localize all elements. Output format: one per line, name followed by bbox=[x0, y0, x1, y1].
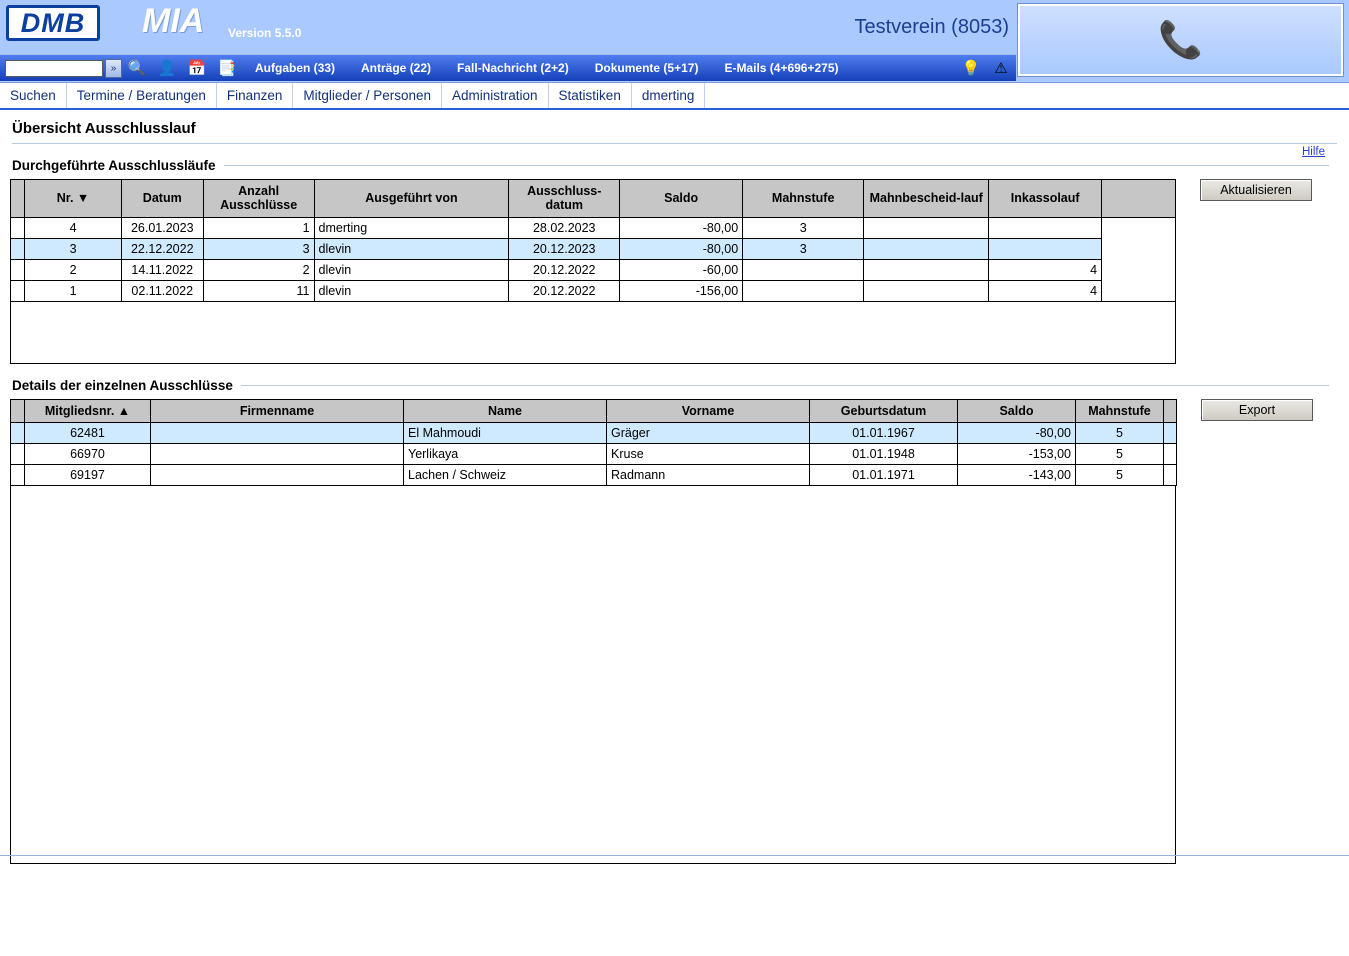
cell-inkassolauf: 4 bbox=[989, 280, 1102, 301]
cell-von: dlevin bbox=[314, 238, 509, 259]
cell-von: dlevin bbox=[314, 259, 509, 280]
row-marker[interactable] bbox=[11, 444, 25, 465]
client-name: Testverein (8053) bbox=[854, 16, 1009, 38]
cell-mitgliedsnr: 69197 bbox=[25, 465, 151, 486]
cell-vorname: Radmann bbox=[607, 465, 810, 486]
page-content bbox=[0, 120, 1349, 864]
cell-mahnbescheidlauf bbox=[864, 259, 989, 280]
cell-vorname: Kruse bbox=[607, 444, 810, 465]
col-anzahl-ausschluesse[interactable]: Anzahl Ausschlüsse bbox=[203, 180, 314, 218]
col-datum[interactable]: Datum bbox=[121, 180, 203, 218]
cell-geburtsdatum: 01.01.1948 bbox=[810, 444, 958, 465]
cell-mahnstufe: 5 bbox=[1076, 423, 1164, 444]
menu-item-administration[interactable]: Administration bbox=[442, 83, 549, 108]
cell-saldo: -156,00 bbox=[620, 280, 743, 301]
table-row[interactable] bbox=[11, 238, 1176, 259]
menu-item-statistiken[interactable]: Statistiken bbox=[549, 83, 632, 108]
cell-nr: 2 bbox=[25, 259, 121, 280]
cell-mahnstufe: 3 bbox=[743, 238, 864, 259]
export-button[interactable]: Export bbox=[1201, 399, 1313, 421]
section1-empty-area bbox=[10, 302, 1176, 364]
table-row[interactable] bbox=[11, 259, 1176, 280]
cell-mahnbescheidlauf bbox=[864, 280, 989, 301]
cell-mahnstufe: 5 bbox=[1076, 444, 1164, 465]
cell-firmenname bbox=[151, 423, 404, 444]
cell-inkassolauf: 4 bbox=[989, 259, 1102, 280]
cell-vorname: Gräger bbox=[607, 423, 810, 444]
ausschlusslaeufe-table bbox=[10, 179, 1176, 302]
ausschlusslaeufe-body bbox=[11, 217, 1176, 301]
cell-anzahl: 11 bbox=[203, 280, 314, 301]
col-mahnstufe[interactable]: Mahnstufe bbox=[743, 180, 864, 218]
menu-item-termine-beratungen[interactable]: Termine / Beratungen bbox=[67, 83, 217, 108]
ausschluss-details-body bbox=[11, 423, 1177, 486]
menu-item-suchen[interactable]: Suchen bbox=[0, 83, 67, 108]
col-saldo[interactable]: Saldo bbox=[958, 399, 1076, 422]
cell-geburtsdatum: 01.01.1967 bbox=[810, 423, 958, 444]
col-ausschlussdatum[interactable]: Ausschluss-datum bbox=[509, 180, 620, 218]
cell-saldo: -80,00 bbox=[958, 423, 1076, 444]
col-mitgliedsnr[interactable]: Mitgliedsnr. ▲ bbox=[25, 399, 151, 422]
cell-datum: 14.11.2022 bbox=[121, 259, 203, 280]
app-version: Version 5.5.0 bbox=[228, 26, 302, 40]
col-saldo[interactable]: Saldo bbox=[620, 180, 743, 218]
cell-saldo: -60,00 bbox=[620, 259, 743, 280]
toolbar-link-fall-nachricht[interactable]: Fall-Nachricht (2+2) bbox=[457, 61, 569, 75]
cell-firmenname bbox=[151, 465, 404, 486]
toolbar-link-aufgaben[interactable]: Aufgaben (33) bbox=[255, 61, 336, 75]
section2-title: Details der einzelnen Ausschlüsse bbox=[12, 377, 233, 393]
cell-ausschlussdatum: 20.12.2023 bbox=[509, 238, 620, 259]
col-firmenname[interactable]: Firmenname bbox=[151, 399, 404, 422]
cell-name: Yerlikaya bbox=[404, 444, 607, 465]
table-row[interactable] bbox=[11, 444, 1177, 465]
cell-anzahl: 3 bbox=[203, 238, 314, 259]
cell-spacer bbox=[1164, 423, 1177, 444]
quick-toolbar bbox=[0, 54, 1016, 81]
search-input[interactable] bbox=[5, 60, 103, 77]
table-row[interactable] bbox=[11, 217, 1176, 238]
toolbar-link-dokumente[interactable]: Dokumente (5+17) bbox=[594, 61, 699, 75]
cell-mahnbescheidlauf bbox=[864, 238, 989, 259]
cell-spacer bbox=[1102, 217, 1176, 238]
section2-table-area bbox=[10, 399, 1339, 864]
section1-title: Durchgeführte Ausschlussläufe bbox=[12, 158, 216, 173]
cell-saldo: -153,00 bbox=[958, 444, 1076, 465]
cell-name: Lachen / Schweiz bbox=[404, 465, 607, 486]
page-title: Übersicht Ausschlusslauf bbox=[12, 120, 196, 137]
section1-divider bbox=[224, 165, 1329, 166]
app-header bbox=[0, 0, 1349, 83]
cell-spacer bbox=[1164, 465, 1177, 486]
col-ausgefuehrt-von[interactable]: Ausgeführt von bbox=[314, 180, 509, 218]
row-marker-header bbox=[11, 180, 25, 218]
table-header-row bbox=[11, 399, 1177, 422]
phone-pause-icon: 📞 bbox=[1158, 19, 1203, 60]
calendar-icon[interactable]: 📅 bbox=[187, 60, 207, 77]
row-marker[interactable] bbox=[11, 423, 25, 444]
section2-divider bbox=[241, 385, 1329, 386]
main-menu bbox=[0, 83, 1349, 110]
app-name: MIA bbox=[142, 2, 205, 40]
row-marker[interactable] bbox=[11, 259, 25, 280]
col-mahnbescheidlauf[interactable]: Mahnbescheid-lauf bbox=[864, 180, 989, 218]
menu-item-user[interactable]: dmerting bbox=[632, 83, 706, 108]
col-name[interactable]: Name bbox=[404, 399, 607, 422]
cell-von: dlevin bbox=[314, 280, 509, 301]
col-inkassolauf[interactable]: Inkassolauf bbox=[989, 180, 1102, 218]
warning-icon[interactable]: ⚠ bbox=[994, 60, 1008, 77]
cell-ausschlussdatum: 20.12.2022 bbox=[509, 259, 620, 280]
section-header-details bbox=[12, 378, 1339, 393]
table-row[interactable] bbox=[11, 423, 1177, 444]
row-marker[interactable] bbox=[11, 238, 25, 259]
section2-empty-area bbox=[10, 486, 1176, 864]
cell-mahnstufe bbox=[743, 280, 864, 301]
cell-saldo: -80,00 bbox=[620, 217, 743, 238]
menu-item-mitglieder-personen[interactable]: Mitglieder / Personen bbox=[293, 83, 442, 108]
row-marker[interactable] bbox=[11, 465, 25, 486]
col-vorname[interactable]: Vorname bbox=[607, 399, 810, 422]
cell-geburtsdatum: 01.01.1971 bbox=[810, 465, 958, 486]
cell-inkassolauf bbox=[989, 217, 1102, 238]
toolbar-link-emails[interactable]: E-Mails (4+696+275) bbox=[724, 61, 839, 75]
cell-inkassolauf bbox=[989, 238, 1102, 259]
table-row[interactable] bbox=[11, 280, 1176, 301]
row-marker[interactable] bbox=[11, 217, 25, 238]
cell-nr: 4 bbox=[25, 217, 121, 238]
cell-saldo: -143,00 bbox=[958, 465, 1076, 486]
table-header-row bbox=[11, 180, 1176, 218]
cell-spacer bbox=[1102, 238, 1176, 259]
col-nr[interactable]: Nr. ▼ bbox=[25, 180, 121, 218]
cell-datum: 02.11.2022 bbox=[121, 280, 203, 301]
idea-bulb-icon[interactable]: 💡 bbox=[961, 60, 981, 77]
cell-spacer bbox=[1164, 444, 1177, 465]
section1-table-area bbox=[10, 179, 1339, 364]
dmb-logo bbox=[6, 5, 100, 41]
cell-mitgliedsnr: 62481 bbox=[25, 423, 151, 444]
cell-anzahl: 1 bbox=[203, 217, 314, 238]
cell-mahnbescheidlauf bbox=[864, 217, 989, 238]
cell-name: El Mahmoudi bbox=[404, 423, 607, 444]
table-row[interactable] bbox=[11, 465, 1177, 486]
cell-datum: 26.01.2023 bbox=[121, 217, 203, 238]
toolbar-link-antraege[interactable]: Anträge (22) bbox=[361, 61, 432, 75]
cell-spacer bbox=[1102, 259, 1176, 280]
row-marker[interactable] bbox=[11, 280, 25, 301]
phone-status-panel[interactable] bbox=[1018, 4, 1343, 76]
cell-saldo: -80,00 bbox=[620, 238, 743, 259]
col-spacer bbox=[1164, 399, 1177, 422]
cell-mahnstufe: 3 bbox=[743, 217, 864, 238]
col-spacer bbox=[1102, 180, 1176, 218]
cell-mitgliedsnr: 66970 bbox=[25, 444, 151, 465]
help-link[interactable]: Hilfe bbox=[1301, 146, 1325, 158]
cell-ausschlussdatum: 28.02.2023 bbox=[509, 217, 620, 238]
cell-datum: 22.12.2022 bbox=[121, 238, 203, 259]
cell-mahnstufe: 5 bbox=[1076, 465, 1164, 486]
col-mahnstufe[interactable]: Mahnstufe bbox=[1076, 399, 1164, 422]
row-marker-header bbox=[11, 399, 25, 422]
cell-nr: 3 bbox=[25, 238, 121, 259]
cell-spacer bbox=[1102, 280, 1176, 301]
cell-firmenname bbox=[151, 444, 404, 465]
search-icon[interactable]: 🔍 bbox=[127, 60, 147, 77]
col-geburtsdatum[interactable]: Geburtsdatum bbox=[810, 399, 958, 422]
footer-divider bbox=[0, 855, 1349, 856]
document-icon[interactable]: 📑 bbox=[217, 60, 237, 77]
cell-nr: 1 bbox=[25, 280, 121, 301]
cell-von: dmerting bbox=[314, 217, 509, 238]
cell-mahnstufe bbox=[743, 259, 864, 280]
user-add-icon[interactable]: 👤 bbox=[157, 60, 177, 77]
search-go-button[interactable]: » bbox=[105, 59, 122, 78]
refresh-button[interactable]: Aktualisieren bbox=[1200, 179, 1312, 201]
title-divider bbox=[12, 143, 1337, 144]
cell-anzahl: 2 bbox=[203, 259, 314, 280]
cell-ausschlussdatum: 20.12.2022 bbox=[509, 280, 620, 301]
section-header-ausschlauslaeufe bbox=[12, 158, 1339, 173]
dmb-logo-text: DMB bbox=[20, 7, 86, 38]
ausschluss-details-table bbox=[10, 399, 1177, 486]
menu-item-finanzen[interactable]: Finanzen bbox=[217, 83, 294, 108]
